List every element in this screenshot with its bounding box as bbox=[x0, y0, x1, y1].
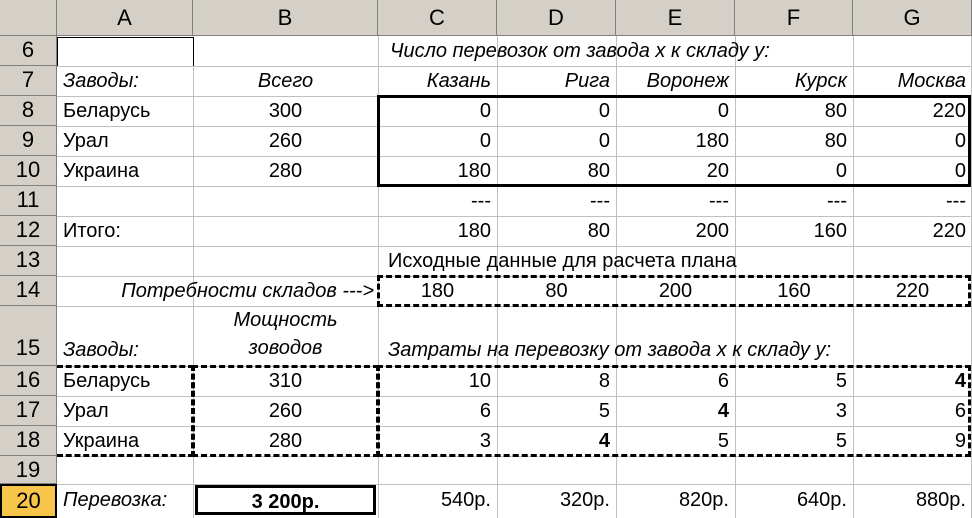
total-header: Всего bbox=[257, 70, 314, 92]
capacity-cell[interactable]: 310 bbox=[268, 370, 303, 392]
row-header-13[interactable]: 13 bbox=[0, 246, 57, 276]
demand-cell[interactable]: 220 bbox=[895, 280, 930, 302]
separator-dash: --- bbox=[946, 190, 966, 212]
total-cell[interactable]: 80 bbox=[587, 220, 610, 242]
transport-cost-cell[interactable]: 820р. bbox=[678, 489, 729, 511]
cost-cell[interactable]: 5 bbox=[835, 430, 847, 452]
row-header-10[interactable]: 10 bbox=[0, 156, 57, 186]
factories-header-2: Заводы: bbox=[63, 339, 139, 361]
shipment-cell[interactable]: 0 bbox=[954, 130, 966, 152]
warehouse-kursk: Курск bbox=[794, 70, 847, 92]
row-header-18[interactable]: 18 bbox=[0, 426, 57, 456]
total-cell[interactable]: 200 bbox=[695, 220, 729, 242]
cost-cell[interactable]: 6 bbox=[717, 370, 729, 392]
separator-dash: --- bbox=[471, 190, 491, 212]
shipment-cell[interactable]: 180 bbox=[457, 160, 491, 182]
factory-total: 260 bbox=[268, 130, 303, 152]
cost-cell-selected[interactable]: 4 bbox=[717, 400, 729, 422]
cost-cell[interactable]: 3 bbox=[835, 400, 847, 422]
capacity-header-line1: Мощность bbox=[233, 309, 338, 331]
shipments-title: Число перевозок от завода x к складу y: bbox=[390, 40, 770, 62]
factory-name: Урал bbox=[63, 400, 109, 422]
cost-cell[interactable]: 9 bbox=[954, 430, 966, 452]
transport-cost-cell[interactable]: 540р. bbox=[440, 489, 491, 511]
cost-cell[interactable]: 10 bbox=[468, 370, 491, 392]
shipment-cell[interactable]: 0 bbox=[835, 160, 847, 182]
column-header-c[interactable]: C bbox=[378, 0, 497, 36]
total-cell[interactable]: 160 bbox=[813, 220, 847, 242]
shipment-cell[interactable]: 0 bbox=[954, 160, 966, 182]
row-header-20-active[interactable]: 20 bbox=[0, 484, 57, 518]
shipment-cell[interactable]: 0 bbox=[598, 130, 610, 152]
row-header-15[interactable]: 15 bbox=[0, 306, 57, 366]
capacity-header-line2: зоводов bbox=[248, 337, 323, 359]
factory-total: 300 bbox=[268, 100, 303, 122]
demand-cell[interactable]: 80 bbox=[545, 280, 568, 302]
row-header-9[interactable]: 9 bbox=[0, 126, 57, 156]
cost-cell-selected[interactable]: 4 bbox=[598, 430, 610, 452]
column-header-a[interactable]: A bbox=[57, 0, 193, 36]
column-header-f[interactable]: F bbox=[735, 0, 853, 36]
warehouse-voronezh: Воронеж bbox=[646, 70, 729, 92]
total-cell[interactable]: 180 bbox=[457, 220, 491, 242]
shipment-cell[interactable]: 0 bbox=[717, 100, 729, 122]
row-header-8[interactable]: 8 bbox=[0, 96, 57, 126]
demand-cell[interactable]: 180 bbox=[420, 280, 455, 302]
cell-a6-border bbox=[57, 37, 194, 66]
warehouse-riga: Рига bbox=[564, 70, 610, 92]
transport-cost-cell[interactable]: 880р. bbox=[915, 489, 966, 511]
column-header-g[interactable]: G bbox=[853, 0, 972, 36]
shipment-cell[interactable]: 0 bbox=[479, 130, 491, 152]
shipment-cell[interactable]: 0 bbox=[479, 100, 491, 122]
row-header-12[interactable]: 12 bbox=[0, 216, 57, 246]
source-data-title: Исходные данные для расчета плана bbox=[388, 250, 737, 272]
row-header-7[interactable]: 7 bbox=[0, 66, 57, 96]
cost-cell[interactable]: 5 bbox=[598, 400, 610, 422]
shipment-cell[interactable]: 220 bbox=[932, 100, 966, 122]
factory-name: Урал bbox=[63, 130, 109, 152]
row-header-14[interactable]: 14 bbox=[0, 276, 57, 306]
column-header-d[interactable]: D bbox=[497, 0, 616, 36]
warehouse-kazan: Казань bbox=[426, 70, 491, 92]
cost-title: Затраты на перевозку от завода x к складу y: bbox=[388, 339, 832, 361]
separator-dash: --- bbox=[590, 190, 610, 212]
column-header-e[interactable]: E bbox=[616, 0, 735, 36]
cost-cell[interactable]: 8 bbox=[598, 370, 610, 392]
factory-name: Украина bbox=[63, 160, 140, 182]
cost-cell[interactable]: 5 bbox=[717, 430, 729, 452]
row-header-17[interactable]: 17 bbox=[0, 396, 57, 426]
shipment-cell[interactable]: 80 bbox=[824, 130, 847, 152]
factory-name: Украина bbox=[63, 430, 140, 452]
shipment-cell[interactable]: 180 bbox=[695, 130, 729, 152]
transport-cost-cell[interactable]: 320р. bbox=[559, 489, 610, 511]
total-cell[interactable]: 220 bbox=[932, 220, 966, 242]
capacity-cell[interactable]: 280 bbox=[268, 430, 303, 452]
transport-label: Перевозка: bbox=[63, 489, 168, 511]
demand-label: Потребности складов ---> bbox=[121, 280, 374, 302]
factory-name: Беларусь bbox=[63, 370, 151, 392]
demand-cell[interactable]: 200 bbox=[658, 280, 693, 302]
factory-name: Беларусь bbox=[63, 100, 151, 122]
shipment-cell[interactable]: 20 bbox=[706, 160, 729, 182]
shipment-cell[interactable]: 80 bbox=[587, 160, 610, 182]
transport-cost-cell[interactable]: 640р. bbox=[796, 489, 847, 511]
separator-dash: --- bbox=[709, 190, 729, 212]
capacity-cell[interactable]: 260 bbox=[268, 400, 303, 422]
cost-cell[interactable]: 6 bbox=[954, 400, 966, 422]
column-header-b[interactable]: B bbox=[193, 0, 378, 36]
transport-total-selected[interactable]: 3 200р. bbox=[195, 485, 376, 515]
shipment-cell[interactable]: 80 bbox=[824, 100, 847, 122]
select-all-corner[interactable] bbox=[0, 0, 57, 36]
warehouse-moscow: Москва bbox=[897, 70, 966, 92]
row-header-19[interactable]: 19 bbox=[0, 456, 57, 484]
demand-cell[interactable]: 160 bbox=[777, 280, 811, 302]
shipment-cell[interactable]: 0 bbox=[598, 100, 610, 122]
row-header-11[interactable]: 11 bbox=[0, 186, 57, 216]
cost-cell[interactable]: 6 bbox=[479, 400, 491, 422]
row-header-16[interactable]: 16 bbox=[0, 366, 57, 396]
totals-label: Итого: bbox=[63, 220, 121, 242]
separator-dash: --- bbox=[827, 190, 847, 212]
cost-cell[interactable]: 3 bbox=[479, 430, 491, 452]
factory-total: 280 bbox=[268, 160, 303, 182]
cost-cell-selected[interactable]: 4 bbox=[954, 370, 966, 392]
row-header-6[interactable]: 6 bbox=[0, 36, 57, 66]
cost-cell[interactable]: 5 bbox=[835, 370, 847, 392]
factories-header: Заводы: bbox=[63, 70, 139, 92]
